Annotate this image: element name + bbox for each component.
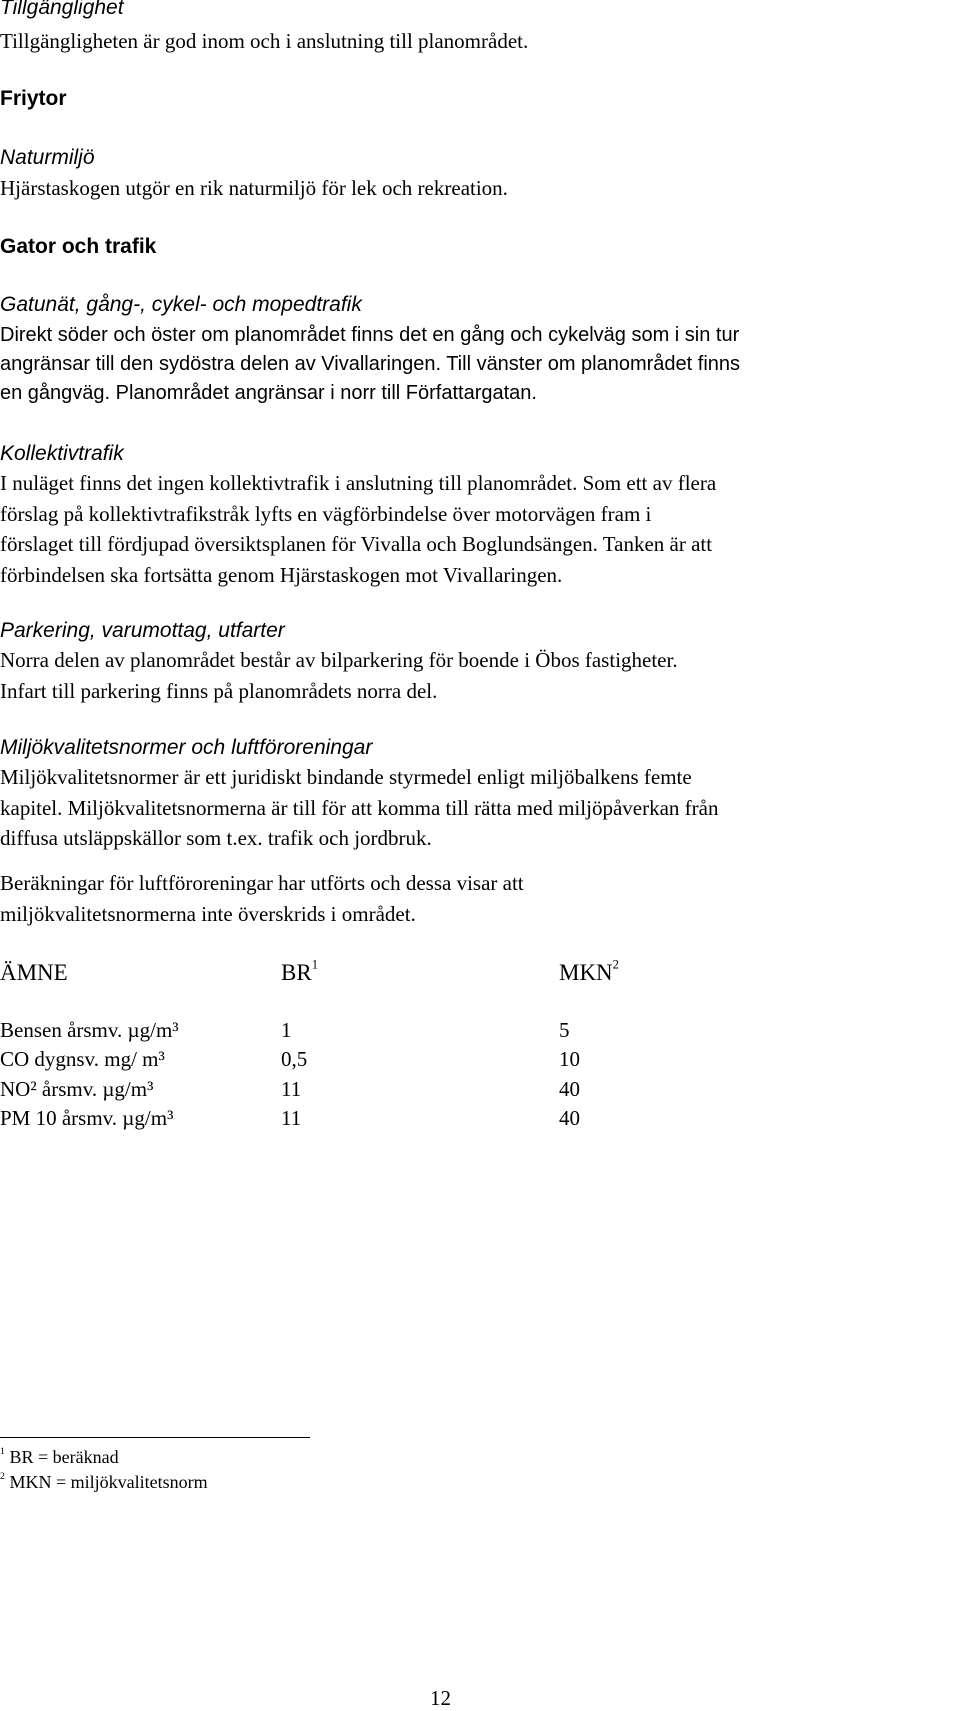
berakningar-line: miljökvalitetsnormerna inte överskrids i området. — [0, 901, 416, 926]
parkering-line: Infart till parkering finns på planområdets norra del. — [0, 678, 438, 703]
table-cell-br: 0,5 — [281, 1047, 308, 1071]
gatunat-line: en gångväg. Planområdet angränsar i norr till Författargatan. — [0, 382, 537, 404]
table-cell-mkn: 40 — [559, 1077, 580, 1101]
kollektivtrafik-line: förslaget till fördjupad översiktsplanen för Vivalla och Boglundsängen. Tanken är att — [0, 532, 713, 556]
table-cell-mkn: 10 — [559, 1047, 580, 1071]
gator-heading: Gator och trafik — [0, 235, 157, 258]
footnote-divider — [0, 1437, 310, 1438]
table-cell-mkn: 5 — [559, 1018, 570, 1042]
table-header-amne: ÄMNE — [0, 960, 68, 985]
miljo-heading: Miljökvalitetsnormer och luftföroreningar — [0, 736, 373, 759]
tillganglighet-text: Tillgängligheten är god inom och i anslutning till planområdet. — [0, 29, 529, 53]
kollektivtrafik-line: förslag på kollektivtrafikstråk lyfts en vägförbindelse över motorvägen fram i — [0, 501, 652, 526]
friytor-heading: Friytor — [0, 87, 67, 110]
gatunat-line: angränsar till den sydöstra delen av Vivallaringen. Till vänster om planområdet finns — [0, 353, 741, 375]
gatunat-paragraph — [0, 321, 740, 408]
table-cell-br: 11 — [281, 1106, 302, 1130]
table-cell-amne: Bensen årsmv. µg/m³ — [0, 1018, 179, 1042]
naturmiljo-heading: Naturmiljö — [0, 146, 95, 169]
gatunat-heading: Gatunät, gång-, cykel- och mopedtrafik — [0, 293, 362, 316]
kollektivtrafik-heading: Kollektivtrafik — [0, 442, 124, 465]
table-cell-amne: CO dygnsv. mg/ m³ — [0, 1047, 165, 1071]
miljo-line: Miljökvalitetsnormer är ett juridiskt bindande styrmedel enligt miljöbalkens femte — [0, 765, 692, 789]
page-number: 12 — [430, 1686, 451, 1710]
miljo-line: diffusa utsläppskällor som t.ex. trafik och jordbruk. — [0, 826, 432, 850]
miljo-line: kapitel. Miljökvalitetsnormerna är till för att komma till rätta med miljöpåverkan från — [0, 795, 719, 820]
berakningar-line: Beräkningar för luftföroreningar har utförts och dessa visar att — [0, 871, 524, 895]
naturmiljo-text: Hjärstaskogen utgör en rik naturmiljö för lek och rekreation. — [0, 176, 508, 200]
parkering-paragraph — [0, 645, 678, 706]
footnote-2: $^2$ MKN = miljökvalitetsnorm — [0, 1471, 208, 1492]
table-header-br: $BR^1$ — [281, 957, 319, 985]
kollektivtrafik-line: I nuläget finns det ingen kollektivtrafik i anslutning till planområdet. Som ett av flera — [0, 471, 717, 495]
berakningar-paragraph — [0, 868, 524, 929]
footnote-1: $^1$ BR = beräknad — [0, 1446, 119, 1467]
tillganglighet-heading: Tillgänglighet — [0, 0, 124, 19]
table-cell-br: 1 — [281, 1018, 292, 1042]
table-cell-amne: NO² årsmv. µg/m³ — [0, 1077, 154, 1101]
kollektivtrafik-line: förbindelsen ska fortsätta genom Hjärstaskogen mot Vivallaringen. — [0, 562, 563, 587]
table-cell-br: 11 — [281, 1077, 302, 1101]
kollektivtrafik-paragraph — [0, 468, 716, 590]
miljo-paragraph — [0, 762, 718, 854]
parkering-line: Norra delen av planområdet består av bilparkering för boende i Öbos fastigheter. — [0, 648, 678, 672]
gatunat-line: Direkt söder och öster om planområdet finns det en gång och cykelväg som i sin tur — [0, 324, 740, 346]
parkering-heading: Parkering, varumottag, utfarter — [0, 619, 285, 642]
table-cell-amne: PM 10 årsmv. µg/m³ — [0, 1106, 174, 1130]
table-cell-mkn: 40 — [559, 1106, 580, 1130]
table-header-mkn: MKN$^2$ — [559, 957, 619, 985]
